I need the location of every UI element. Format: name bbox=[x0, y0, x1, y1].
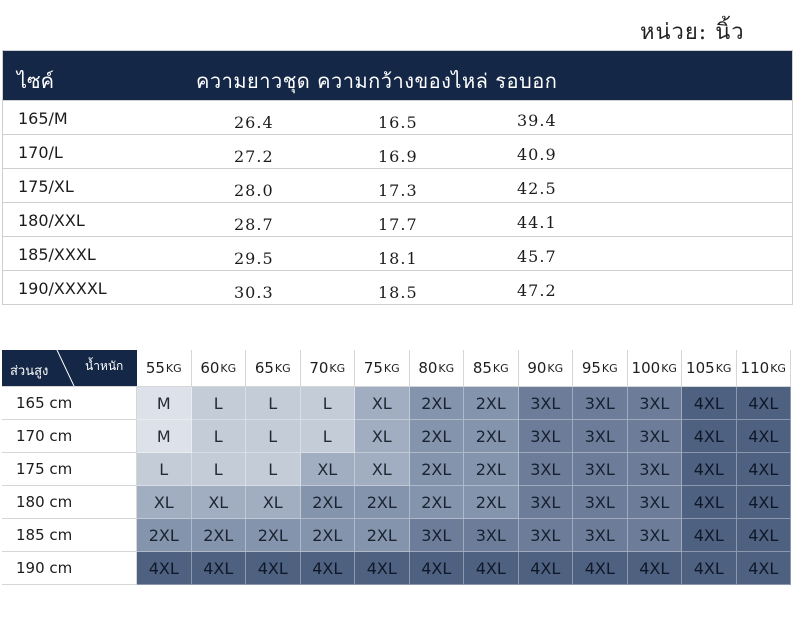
size-cell: 3XL bbox=[628, 420, 683, 453]
weight-value: 110 bbox=[740, 359, 770, 377]
size-cell: 2XL bbox=[192, 519, 247, 552]
size-cell: 3XL bbox=[573, 486, 628, 519]
size-cell: L bbox=[246, 453, 301, 486]
weight-value: 80 bbox=[418, 359, 438, 377]
weight-unit: KG bbox=[438, 361, 455, 375]
size-cell: 4XL bbox=[519, 552, 574, 585]
measurement-length: 28.0 bbox=[234, 181, 274, 200]
size-cell: 2XL bbox=[301, 519, 356, 552]
weight-unit: KG bbox=[547, 361, 564, 375]
weight-value: 60 bbox=[200, 359, 220, 377]
weight-header bbox=[573, 350, 628, 387]
weight-header bbox=[628, 350, 683, 387]
unit-label: หน่วย: นิ้ว bbox=[640, 20, 745, 45]
size-cell: XL bbox=[355, 453, 410, 486]
size-cell: 2XL bbox=[301, 486, 356, 519]
size-cell: M bbox=[137, 387, 192, 420]
size-cell: 2XL bbox=[355, 519, 410, 552]
measurement-length: 28.7 bbox=[234, 215, 274, 234]
size-cell: L bbox=[192, 387, 247, 420]
measurement-size: 165/M bbox=[18, 109, 68, 128]
height-label: 165 cm bbox=[2, 387, 137, 420]
size-cell: 3XL bbox=[628, 453, 683, 486]
weight-header bbox=[682, 350, 737, 387]
weight-unit: KG bbox=[661, 361, 677, 375]
size-cell: L bbox=[192, 453, 247, 486]
measurement-shoulder: 18.5 bbox=[378, 283, 418, 302]
weight-unit: KG bbox=[601, 361, 618, 375]
measurement-table-body bbox=[3, 100, 792, 304]
weight-unit: KG bbox=[770, 361, 786, 375]
size-cell: 3XL bbox=[628, 519, 683, 552]
weight-value: 85 bbox=[472, 359, 492, 377]
measurement-row bbox=[3, 236, 792, 270]
size-cell: 3XL bbox=[573, 519, 628, 552]
size-cell: 4XL bbox=[246, 552, 301, 585]
size-cell: 4XL bbox=[737, 486, 792, 519]
measurement-length: 29.5 bbox=[234, 249, 274, 268]
measurement-shoulder: 16.5 bbox=[378, 113, 418, 132]
size-cell: 4XL bbox=[628, 552, 683, 585]
size-chart-grid bbox=[2, 350, 791, 585]
size-cell: 4XL bbox=[573, 552, 628, 585]
size-cell: 3XL bbox=[573, 453, 628, 486]
size-cell: 3XL bbox=[464, 519, 519, 552]
size-cell: 4XL bbox=[137, 552, 192, 585]
size-cell: 2XL bbox=[464, 453, 519, 486]
size-cell: 4XL bbox=[737, 420, 792, 453]
size-cell: XL bbox=[246, 486, 301, 519]
weight-unit: KG bbox=[492, 361, 509, 375]
measurement-length: 26.4 bbox=[234, 113, 274, 132]
size-cell: 3XL bbox=[519, 387, 574, 420]
size-cell: XL bbox=[137, 486, 192, 519]
weight-header bbox=[301, 350, 356, 387]
size-cell: L bbox=[301, 387, 356, 420]
weight-header bbox=[737, 350, 792, 387]
weight-header bbox=[519, 350, 574, 387]
size-cell: L bbox=[137, 453, 192, 486]
size-cell: 2XL bbox=[464, 387, 519, 420]
measurement-row bbox=[3, 270, 792, 304]
size-cell: 4XL bbox=[682, 453, 737, 486]
header-size: ไซค์ bbox=[17, 69, 55, 93]
measurement-row bbox=[3, 168, 792, 202]
measurement-size: 190/XXXXL bbox=[18, 279, 107, 298]
measurement-table bbox=[2, 50, 793, 305]
size-chart bbox=[2, 350, 791, 585]
weight-value: 70 bbox=[309, 359, 329, 377]
measurement-chest: 45.7 bbox=[517, 247, 557, 266]
size-cell: 4XL bbox=[192, 552, 247, 585]
measurement-row bbox=[3, 134, 792, 168]
size-chart-corner bbox=[2, 350, 137, 387]
measurement-shoulder: 17.7 bbox=[378, 215, 418, 234]
size-cell: 4XL bbox=[737, 387, 792, 420]
size-cell: 2XL bbox=[410, 420, 465, 453]
weight-value: 90 bbox=[527, 359, 547, 377]
size-cell: 4XL bbox=[682, 420, 737, 453]
size-cell: 2XL bbox=[410, 486, 465, 519]
size-cell: L bbox=[192, 420, 247, 453]
weight-header bbox=[192, 350, 247, 387]
size-cell: 2XL bbox=[410, 387, 465, 420]
size-cell: 4XL bbox=[682, 486, 737, 519]
size-cell: 3XL bbox=[519, 453, 574, 486]
size-cell: 4XL bbox=[682, 387, 737, 420]
measurement-chest: 40.9 bbox=[517, 145, 557, 164]
measurement-row bbox=[3, 100, 792, 134]
size-cell: L bbox=[246, 420, 301, 453]
weight-unit: KG bbox=[274, 361, 291, 375]
size-cell: 2XL bbox=[137, 519, 192, 552]
size-cell: XL bbox=[355, 387, 410, 420]
weight-value: 100 bbox=[631, 359, 661, 377]
size-cell: 3XL bbox=[410, 519, 465, 552]
corner-weight-label: น้ำหนัก bbox=[85, 359, 124, 373]
measurement-size: 180/XXL bbox=[18, 211, 85, 230]
height-label: 190 cm bbox=[2, 552, 137, 585]
measurement-size: 170/L bbox=[18, 143, 63, 162]
size-cell: L bbox=[246, 387, 301, 420]
height-label: 170 cm bbox=[2, 420, 137, 453]
measurement-chest: 39.4 bbox=[517, 111, 557, 130]
size-cell: 3XL bbox=[628, 387, 683, 420]
size-cell: 2XL bbox=[355, 486, 410, 519]
size-cell: 4XL bbox=[301, 552, 356, 585]
size-cell: 2XL bbox=[410, 453, 465, 486]
weight-value: 75 bbox=[363, 359, 383, 377]
measurement-chest: 44.1 bbox=[517, 213, 557, 232]
weight-unit: KG bbox=[165, 361, 182, 375]
size-cell: 3XL bbox=[628, 486, 683, 519]
height-label: 175 cm bbox=[2, 453, 137, 486]
measurement-size: 185/XXXL bbox=[18, 245, 96, 264]
measurement-chest: 47.2 bbox=[517, 281, 557, 300]
height-label: 180 cm bbox=[2, 486, 137, 519]
weight-unit: KG bbox=[220, 361, 237, 375]
size-cell: 2XL bbox=[464, 420, 519, 453]
weight-value: 55 bbox=[145, 359, 165, 377]
size-cell: 4XL bbox=[737, 453, 792, 486]
size-cell: L bbox=[301, 420, 356, 453]
measurement-chest: 42.5 bbox=[517, 179, 557, 198]
measurement-size: 175/XL bbox=[18, 177, 74, 196]
measurement-shoulder: 18.1 bbox=[378, 249, 418, 268]
size-cell: 4XL bbox=[355, 552, 410, 585]
measurement-table-header bbox=[3, 51, 792, 100]
measurement-length: 27.2 bbox=[234, 147, 274, 166]
size-cell: XL bbox=[301, 453, 356, 486]
size-cell: 4XL bbox=[737, 519, 792, 552]
size-cell: 3XL bbox=[519, 486, 574, 519]
size-cell: 4XL bbox=[464, 552, 519, 585]
weight-header bbox=[464, 350, 519, 387]
size-cell: 3XL bbox=[573, 387, 628, 420]
size-cell: 3XL bbox=[519, 420, 574, 453]
weight-header bbox=[355, 350, 410, 387]
measurement-shoulder: 16.9 bbox=[378, 147, 418, 166]
corner-height-label: ส่วนสูง bbox=[10, 364, 49, 379]
size-cell: XL bbox=[192, 486, 247, 519]
size-cell: 4XL bbox=[410, 552, 465, 585]
weight-value: 105 bbox=[686, 359, 715, 377]
size-cell: 4XL bbox=[682, 552, 737, 585]
weight-header bbox=[246, 350, 301, 387]
weight-unit: KG bbox=[383, 361, 400, 375]
size-cell: 4XL bbox=[737, 552, 792, 585]
weight-unit: KG bbox=[715, 361, 732, 375]
weight-value: 95 bbox=[581, 359, 601, 377]
measurement-row bbox=[3, 202, 792, 236]
size-cell: 4XL bbox=[682, 519, 737, 552]
size-cell: M bbox=[137, 420, 192, 453]
size-cell: 3XL bbox=[573, 420, 628, 453]
size-cell: XL bbox=[355, 420, 410, 453]
weight-unit: KG bbox=[329, 361, 346, 375]
measurement-length: 30.3 bbox=[234, 283, 274, 302]
header-measurements: ความยาวชุด ความกว้างของไหล่ รอบอก bbox=[196, 69, 558, 93]
size-cell: 2XL bbox=[464, 486, 519, 519]
weight-header bbox=[137, 350, 192, 387]
height-label: 185 cm bbox=[2, 519, 137, 552]
measurement-shoulder: 17.3 bbox=[378, 181, 418, 200]
weight-value: 65 bbox=[254, 359, 274, 377]
size-cell: 2XL bbox=[246, 519, 301, 552]
size-cell: 3XL bbox=[519, 519, 574, 552]
weight-header bbox=[410, 350, 465, 387]
